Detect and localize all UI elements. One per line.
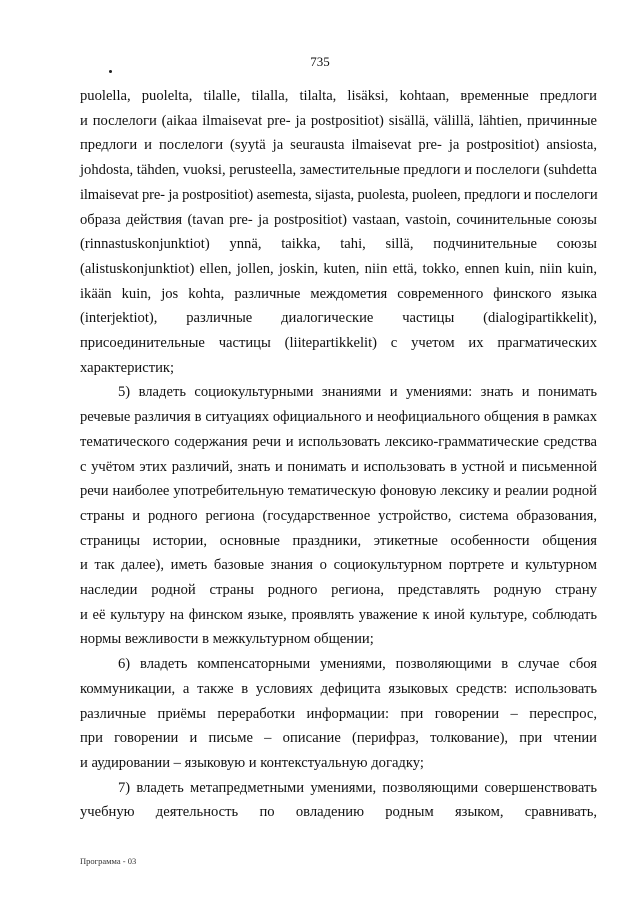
text-line: при говорении и письме – описание (перифраз, толкование), при чтении: [80, 730, 597, 747]
text-line: (alistuskonjunktiot) ellen, jollen, joskin, kuten, niin että, tokko, ennen kuin, niin kuin,: [80, 260, 597, 277]
page-number: 735: [310, 54, 330, 69]
text-line: наследии родной страны родного региона, представлять родную страну: [80, 582, 597, 599]
text-line: с учётом этих различий, знать и понимать и использовать в устной и письменной: [80, 458, 597, 475]
text-line: присоединительные частицы (liitepartikkelit) с учетом их прагматических: [80, 335, 597, 352]
text-line: страницы истории, основные праздники, этикетные особенности общения: [80, 532, 597, 549]
text-line: johdosta, tähden, vuoksi, perusteella, заместительные предлоги и послелоги (suhdetta: [80, 162, 597, 179]
text-line: (interjektiot), различные диалогические частицы (dialogipartikkelit),: [80, 310, 597, 327]
text-line: puolella, puolelta, tilalle, tilalla, tilalta, lisäksi, kohtaan, временные предлоги: [80, 88, 597, 104]
text-line: 7) владеть метапредметными умениями, позволяющими совершенствовать: [118, 779, 597, 796]
text-line: и послелоги (aikaa ilmaisevat pre- ja postpositiot) sisällä, välillä, lähtien, причинные: [80, 112, 597, 129]
text-line: страны и родного региона (государственное устройство, система образования,: [80, 507, 597, 524]
text-line: предлоги и послелоги (syytä ja seurausta ilmaisevat pre- ja postpositiot) ansiosta,: [80, 137, 597, 154]
text-line: тематического содержания речи и использовать лексико-грамматические средства: [80, 433, 597, 450]
text-line: речевые различия в ситуациях официального и неофициального общения в рамках: [80, 409, 597, 426]
text-line: характеристик;: [80, 359, 175, 376]
text-line: коммуникации, а также в условиях дефицита языковых средств: использовать: [80, 680, 597, 697]
scan-dot: [109, 70, 112, 73]
text-line: ikään kuin, jos kohta, различные междометия современного финского языка: [80, 285, 597, 302]
text-line: различные приёмы переработки информации: при говорении – переспрос,: [80, 705, 597, 722]
text-line: 5) владеть социокультурными знаниями и умениями: знать и понимать: [118, 384, 597, 401]
text-line: (rinnastuskonjunktiot) ynnä, taikka, tahi, sillä, подчинительные союзы: [80, 236, 597, 253]
text-line: нормы вежливости в межкультурном общении;: [80, 631, 374, 648]
text-line: учебную деятельность по овладению родным языком, сравнивать,: [80, 804, 597, 821]
text-line: и её культуру на финском языке, проявлять уважение к иной культуре, соблюдать: [80, 606, 597, 623]
text-line: и аудировании – языковую и контекстуальную догадку;: [80, 754, 424, 771]
text-line: ilmaisevat pre- ja postpositiot) asemesta, sijasta, puolesta, puoleen, предлоги и послелоги: [80, 186, 598, 203]
body-text: [80, 84, 597, 825]
text-line: образа действия (tavan pre- ja postpositiot) vastaan, vastoin, сочинительные союзы: [80, 211, 597, 228]
text-line: речи наиболее употребительную тематическую фоновую лексику и реалии родной: [80, 483, 597, 500]
text-line: 6) владеть компенсаторными умениями, позволяющими в случае сбоя: [118, 656, 597, 673]
text-line: и так далее), иметь базовые знания о социокультурном портрете и культурном: [80, 557, 597, 574]
footer-label: Программа - 03: [80, 856, 137, 866]
